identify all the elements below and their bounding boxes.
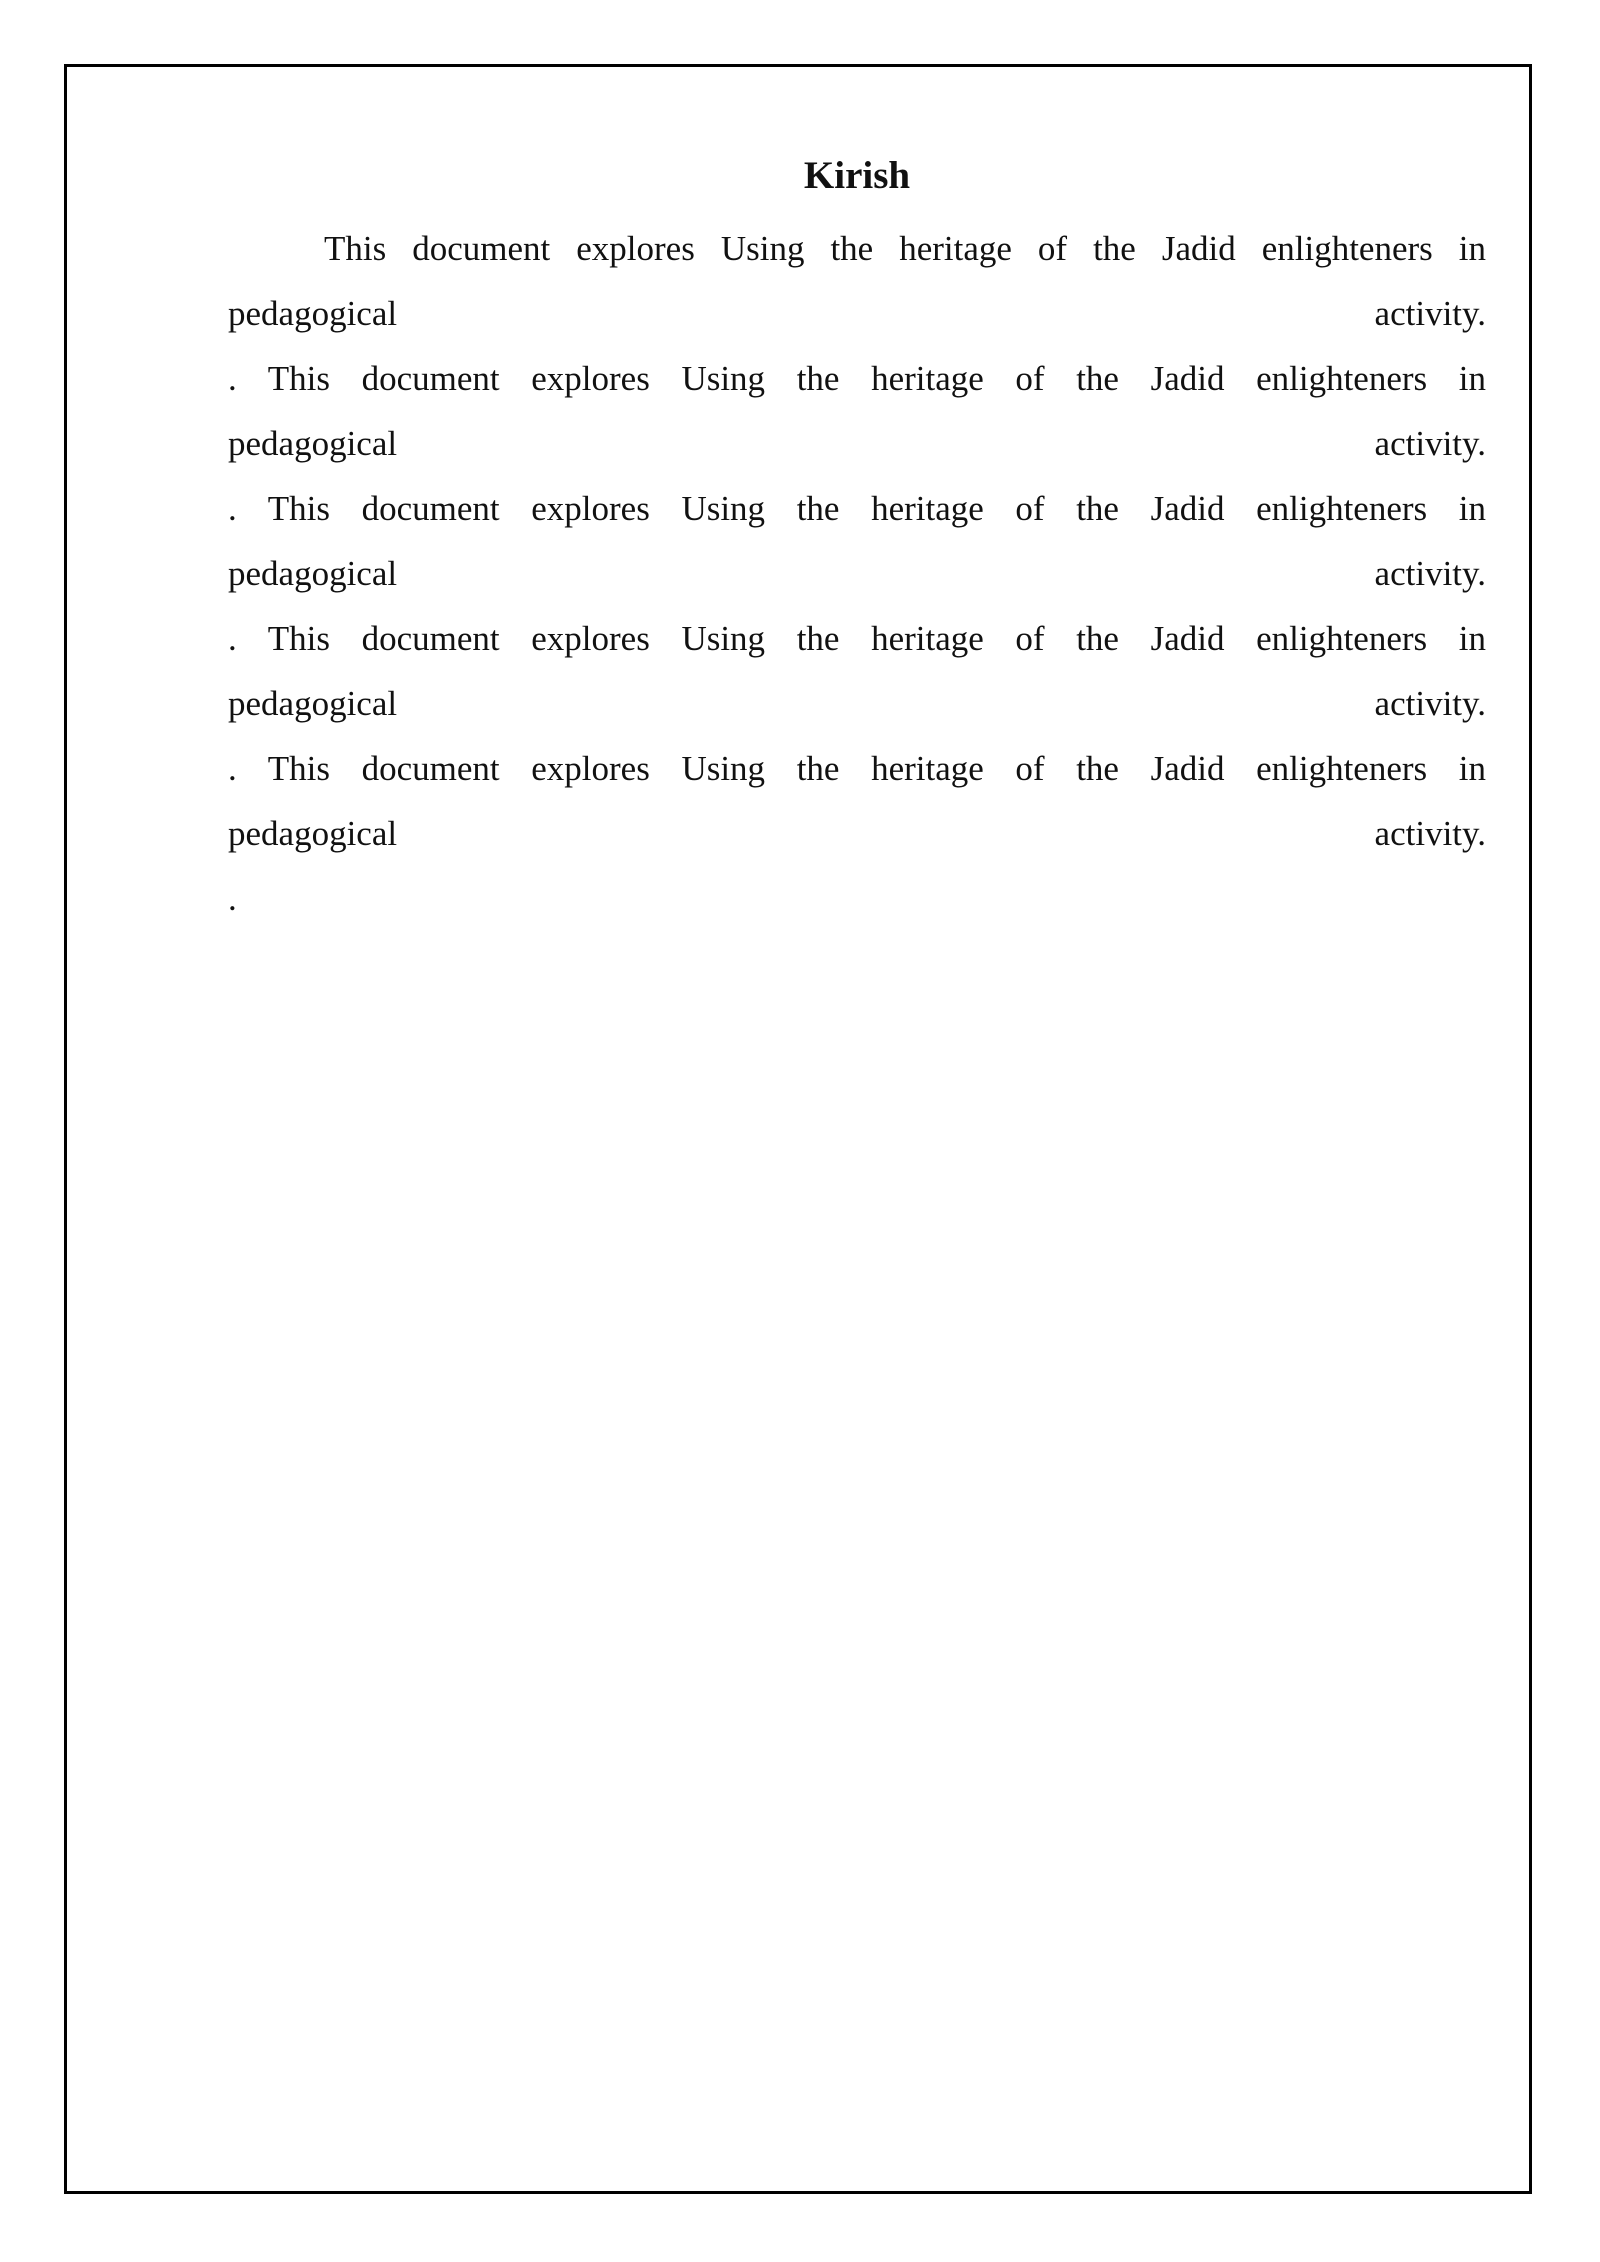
text-line: . This document explores Using the heritage of the Jadid enlighteners in	[228, 359, 1486, 398]
text-line: pedagogical activity.	[228, 554, 1486, 593]
text-line: .	[228, 879, 237, 918]
document-body	[228, 150, 1486, 931]
text-line: This document explores Using the heritage of the Jadid enlighteners in	[324, 229, 1486, 268]
text-line: . This document explores Using the heritage of the Jadid enlighteners in	[228, 749, 1486, 788]
text-line: pedagogical activity.	[228, 294, 1486, 333]
text-line: . This document explores Using the heritage of the Jadid enlighteners in	[228, 619, 1486, 658]
text-line: pedagogical activity.	[228, 424, 1486, 463]
text-line: pedagogical activity.	[228, 684, 1486, 723]
text-line: pedagogical activity.	[228, 814, 1486, 853]
document-title: Kirish	[803, 154, 911, 197]
text-line: . This document explores Using the heritage of the Jadid enlighteners in	[228, 489, 1486, 528]
